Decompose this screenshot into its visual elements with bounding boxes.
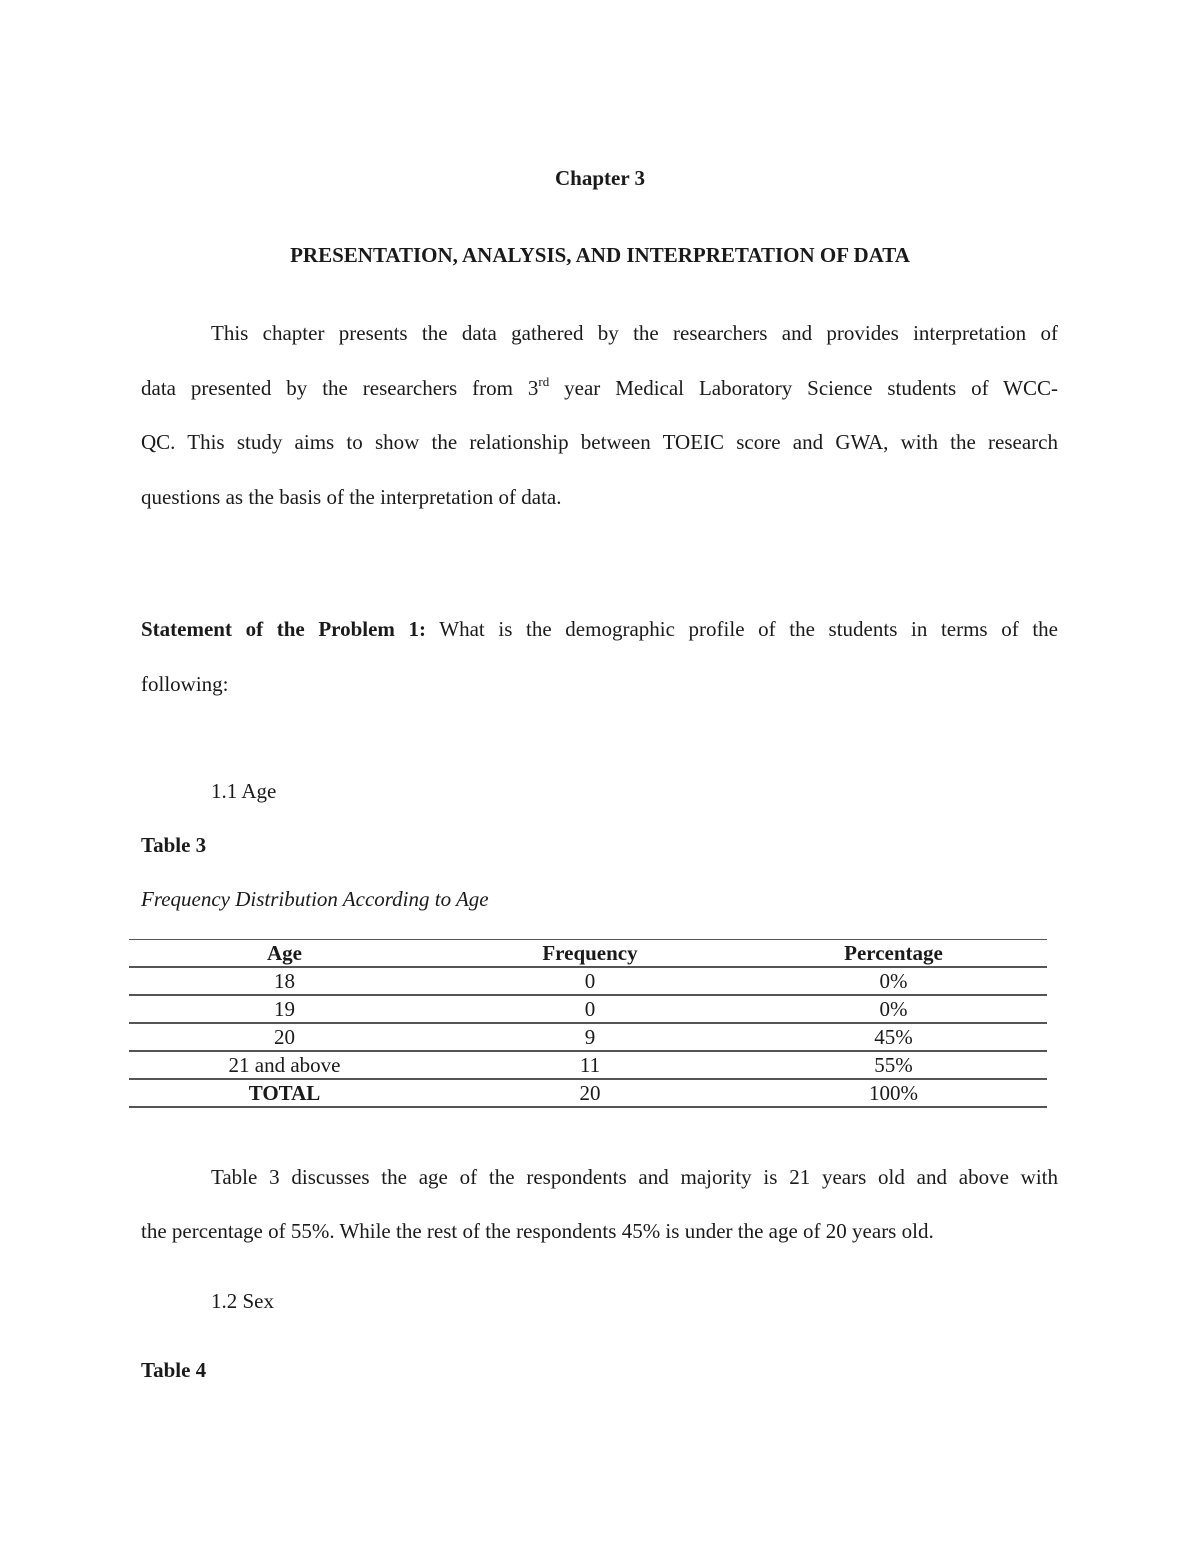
cell-age: 19	[129, 995, 440, 1023]
table-4-label: Table 4	[141, 1358, 207, 1382]
intro-line-3: QC. This study aims to show the relationship between TOEIC score and GWA, with the research	[141, 430, 1058, 454]
table-row	[129, 967, 1047, 995]
table-total-row	[129, 1079, 1047, 1107]
cell-frequency: 11	[440, 1051, 740, 1079]
table-header-row	[129, 940, 1047, 968]
table-3-caption: Frequency Distribution According to Age	[141, 887, 489, 911]
problem-1-line-2: following:	[141, 672, 229, 696]
intro-line-2-sup: rd	[538, 374, 550, 389]
header-percentage: Percentage	[740, 940, 1047, 968]
problem-1-text: What is the demographic profile of the students in terms of the	[426, 617, 1058, 641]
table-3-label: Table 3	[141, 833, 207, 857]
table-row	[129, 1023, 1047, 1051]
header-age: Age	[129, 940, 440, 968]
cell-age: 21 and above	[129, 1051, 440, 1079]
cell-percentage: 0%	[740, 967, 1047, 995]
intro-line-1: This chapter presents the data gathered by the researchers and provides interpretation of	[211, 321, 1058, 345]
cell-total-frequency: 20	[440, 1079, 740, 1107]
cell-percentage: 0%	[740, 995, 1047, 1023]
cell-age: 20	[129, 1023, 440, 1051]
chapter-title: PRESENTATION, ANALYSIS, AND INTERPRETATION OF DATA	[290, 243, 910, 267]
header-frequency: Frequency	[440, 940, 740, 968]
cell-percentage: 45%	[740, 1023, 1047, 1051]
section-age-heading: 1.1 Age	[211, 779, 277, 803]
chapter-number: Chapter 3	[554, 166, 646, 190]
age-discussion-line-2: the percentage of 55%. While the rest of the respondents 45% is under the age of 20 years old.	[141, 1219, 934, 1243]
intro-line-2-pre: data presented by the researchers from 3	[141, 376, 539, 400]
cell-total-label: TOTAL	[129, 1079, 440, 1107]
age-frequency-table	[129, 939, 1047, 1108]
cell-frequency: 0	[440, 967, 740, 995]
table-row	[129, 995, 1047, 1023]
age-discussion-line-1: Table 3 discusses the age of the respondents and majority is 21 years old and above with	[211, 1165, 1058, 1189]
cell-percentage: 55%	[740, 1051, 1047, 1079]
problem-1-line-1	[141, 617, 1058, 642]
cell-age: 18	[129, 967, 440, 995]
intro-line-4: questions as the basis of the interpretation of data.	[141, 485, 562, 509]
table-row	[129, 1051, 1047, 1079]
problem-1-label: Statement of the Problem 1:	[141, 617, 427, 641]
cell-frequency: 0	[440, 995, 740, 1023]
intro-line-2	[141, 376, 1058, 401]
intro-line-2-post: year Medical Laboratory Science students of WCC-	[549, 376, 1058, 400]
section-sex-heading: 1.2 Sex	[211, 1289, 274, 1313]
cell-frequency: 9	[440, 1023, 740, 1051]
cell-total-percentage: 100%	[740, 1079, 1047, 1107]
